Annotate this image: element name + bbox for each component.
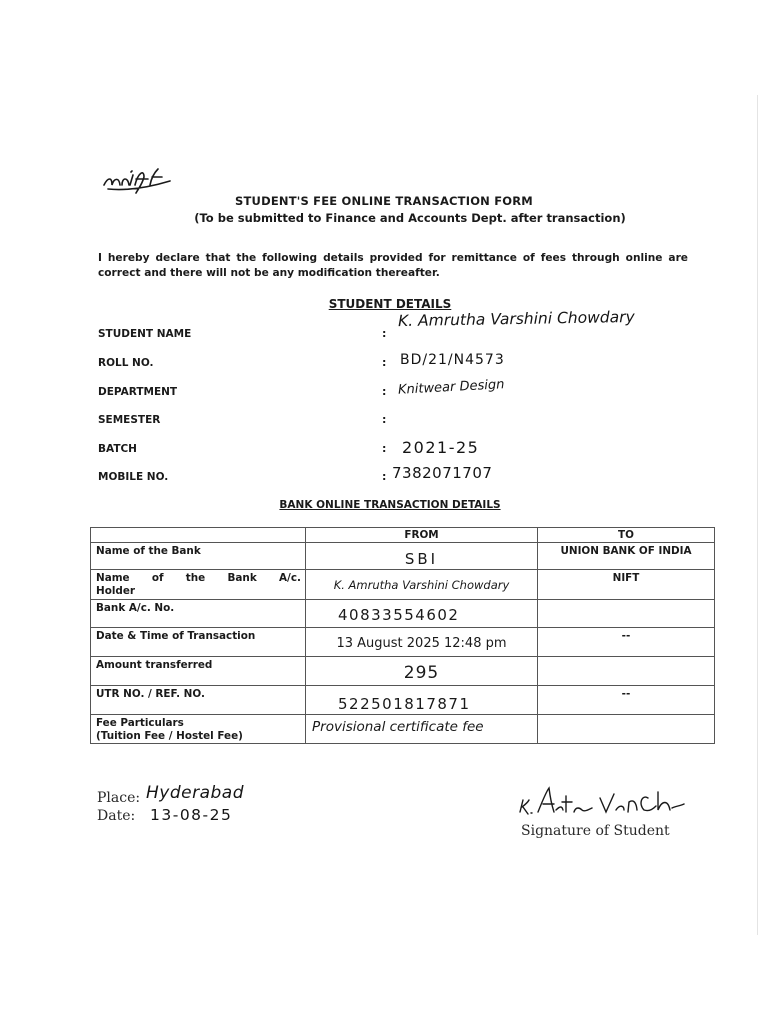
- table-cell: [306, 600, 538, 628]
- batch-value: 2021-25: [402, 438, 480, 457]
- amount-to: [538, 657, 715, 686]
- form-title: STUDENT'S FEE ONLINE TRANSACTION FORM: [235, 194, 533, 208]
- fee-label: [91, 715, 306, 744]
- table-cell: [306, 686, 538, 715]
- batch-label: BATCH: [98, 443, 137, 455]
- date-value: 13-08-25: [150, 806, 233, 824]
- label-word: Bank: [227, 572, 257, 584]
- mobile-no-value: 7382071707: [392, 464, 493, 482]
- label-word: the: [185, 572, 206, 584]
- declaration-text: I hereby declare that the following details provided for remittance of fees through online are correct and there will not be any modification thereafter.: [98, 252, 688, 279]
- fee-label-line2: (Tuition Fee / Hostel Fee): [96, 730, 243, 742]
- signature-label: Signature of Student: [521, 823, 670, 839]
- department-value: Knitwear Design: [397, 377, 505, 398]
- fee-from: Provisional certificate fee: [312, 719, 484, 735]
- bank-name-from: SBI: [404, 550, 439, 568]
- roll-no-label: ROLL NO.: [98, 357, 154, 369]
- table-cell: [306, 715, 538, 744]
- colon: :: [382, 385, 387, 398]
- utr-from: 522501817871: [338, 695, 471, 713]
- fee-to: [538, 715, 715, 744]
- student-name-value: K. Amrutha Varshini Chowdary: [397, 307, 635, 331]
- table-row: [91, 543, 715, 570]
- date-time-to: --: [538, 628, 715, 657]
- bank-name-to: UNION BANK OF INDIA: [538, 543, 715, 570]
- from-header: FROM: [306, 528, 538, 543]
- amount-from: 295: [403, 663, 440, 683]
- table-row: [91, 657, 715, 686]
- roll-no-value: BD/21/N4573: [400, 352, 505, 368]
- table-row: [91, 715, 715, 744]
- colon: :: [382, 413, 387, 426]
- holder-to: NIFT: [538, 570, 715, 600]
- form-subtitle: (To be submitted to Finance and Accounts Dept. after transaction): [194, 211, 626, 225]
- label-word: Name: [96, 572, 130, 584]
- nift-logo: [100, 163, 180, 197]
- holder-label: [91, 570, 306, 600]
- place-label: Place:: [97, 790, 141, 806]
- colon: :: [382, 442, 387, 455]
- date-label: Date:: [97, 808, 136, 824]
- table-cell: [306, 657, 538, 686]
- place-value: Hyderabad: [146, 783, 244, 803]
- bank-name-label: Name of the Bank: [91, 543, 306, 570]
- semester-label: SEMESTER: [98, 414, 161, 426]
- colon: :: [382, 470, 387, 483]
- table-header-row: [91, 528, 715, 543]
- table-row: [91, 628, 715, 657]
- label-word: of: [151, 572, 164, 584]
- to-header: TO: [538, 528, 715, 543]
- student-name-label: STUDENT NAME: [98, 328, 192, 340]
- student-details-heading: STUDENT DETAILS: [328, 297, 452, 311]
- table-row: [91, 570, 715, 600]
- label-word: A/c.: [279, 572, 301, 584]
- date-time-label: Date & Time of Transaction: [91, 628, 306, 657]
- utr-to: --: [538, 686, 715, 715]
- holder-label-line1: [96, 572, 301, 585]
- fee-label-line1: Fee Particulars: [96, 717, 184, 729]
- amount-label: Amount transferred: [91, 657, 306, 686]
- mobile-no-label: MOBILE NO.: [98, 471, 169, 483]
- date-time-from: 13 August 2025 12:48 pm: [336, 636, 507, 651]
- table-cell: [306, 628, 538, 657]
- account-no-label: Bank A/c. No.: [91, 600, 306, 628]
- bank-details-heading: BANK ONLINE TRANSACTION DETAILS: [279, 499, 501, 511]
- bank-transaction-table: [90, 527, 715, 744]
- colon: :: [382, 327, 387, 340]
- table-row: [91, 600, 715, 628]
- table-cell: [306, 570, 538, 600]
- department-label: DEPARTMENT: [98, 386, 178, 398]
- utr-label: UTR NO. / REF. NO.: [91, 686, 306, 715]
- table-cell: [91, 528, 306, 543]
- student-signature: [516, 780, 686, 822]
- account-no-to: [538, 600, 715, 628]
- account-no-from: 40833554602: [338, 606, 460, 624]
- colon: :: [382, 356, 387, 369]
- table-row: [91, 686, 715, 715]
- holder-label-line2: Holder: [96, 585, 136, 597]
- holder-from: K. Amrutha Varshini Chowdary: [333, 578, 510, 592]
- table-cell: [306, 543, 538, 570]
